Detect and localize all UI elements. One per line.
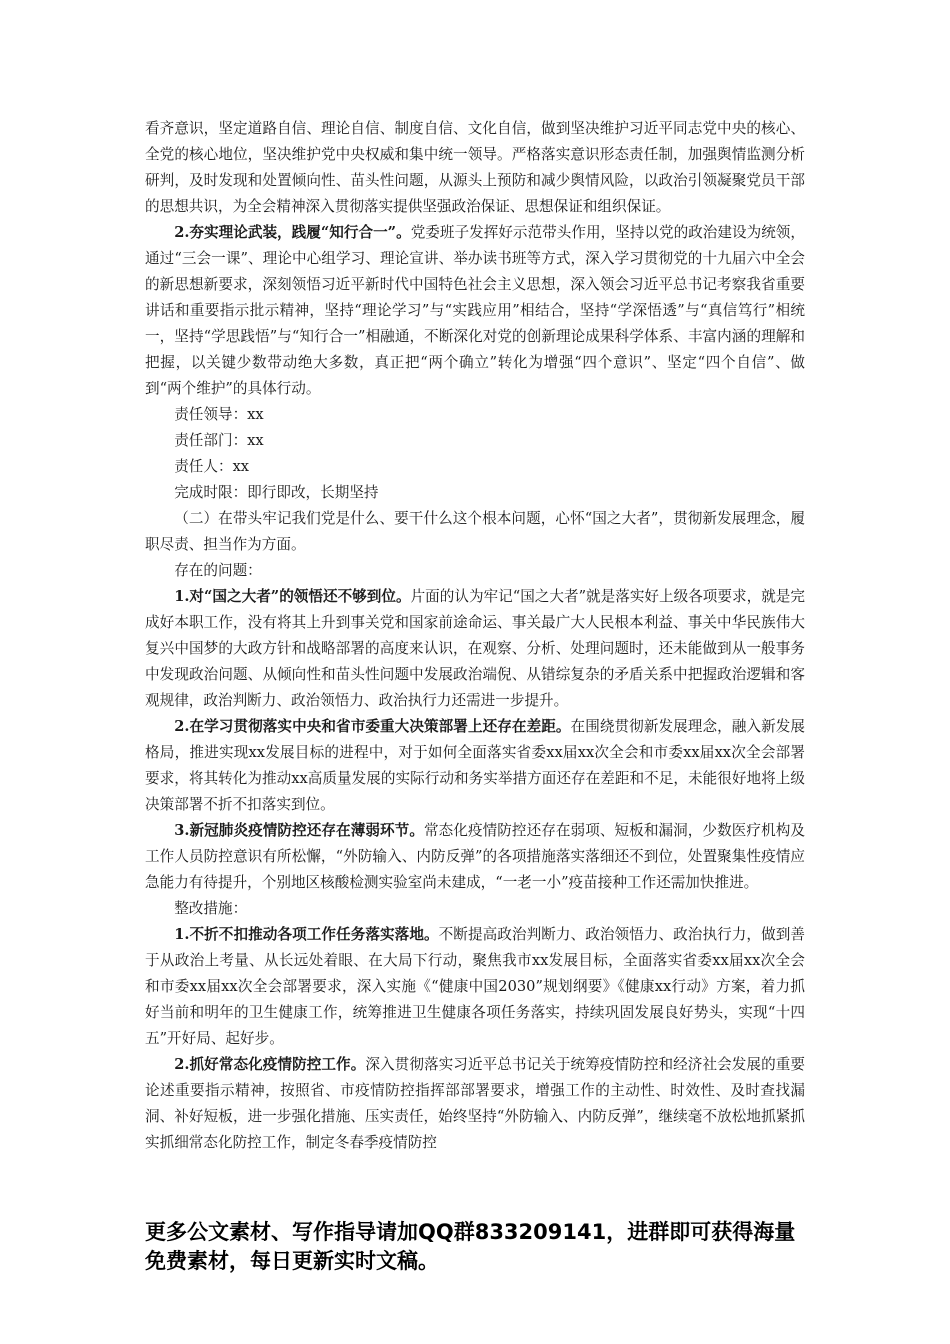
paragraph-text: 党委班子发挥好示范带头作用，坚持以党的政治建设为统领，通过“三会一课”、理论中心组学习、理论宣讲、举办读书班等方式，深入学习贯彻党的十九届六中全会的新思想新要求，深刻领悟习近平新时代中国特色社会主义思想，深入领会习近平总书记考察我省重要讲话和重要指示批示精神，坚持“理论学习”与“实践应用”相结合，坚持“学深悟透”与“真信笃行”相统一，坚持“学思践悟”与“知行合一”相融通，不断深化对党的创新理论成果科学体系、丰富内涵的理解和把握，以关键少数带动绝大多数，真正把“两个确立”转化为增强“四个意识”、坚定“四个自信”、做到“两个维护”的具体行动。 bbox=[145, 224, 805, 397]
paragraph-heading: 3.新冠肺炎疫情防控还存在薄弱环节。 bbox=[174, 822, 424, 839]
deadline: 完成时限：即行即改，长期坚持 bbox=[174, 484, 379, 501]
measures-label: 整改措施： bbox=[174, 900, 248, 917]
paragraph bbox=[145, 714, 805, 818]
paragraph-heading: 1.对“国之大者”的领悟还不够到位。 bbox=[174, 588, 411, 605]
problems-label: 存在的问题： bbox=[174, 562, 262, 579]
paragraph-text: 看齐意识，坚定道路自信、理论自信、制度自信、文化自信，做到坚决维护习近平同志党中央的核心、全党的核心地位，坚决维护党中央权威和集中统一领导。严格落实意识形态责任制，加强舆情监测分析研判，及时发现和处置倾向性、苗头性问题，从源头上预防和减少舆情风险，以政治引领凝聚党员干部的思想共识，为全会精神深入贯彻落实提供坚强政治保证、思想保证和组织保证。 bbox=[145, 120, 805, 215]
responsible-department: 责任部门：xx bbox=[174, 432, 264, 449]
paragraph bbox=[145, 1052, 805, 1156]
paragraph-text: 不断提高政治判断力、政治领悟力、政治执行力，做到善于从政治上考量、从长远处着眼、在大局下行动，聚焦我市xx发展目标，全面落实省委xx届xx次全会和市委xx届xx次全会部署要求，深入实施《“健康中国2030”规划纲要》《健康xx行动》方案，着力抓好当前和明年的卫生健康工作，统筹推进卫生健康各项任务落实，持续巩固发展良好势头，实现“十四五”开好局、起好步。 bbox=[145, 926, 805, 1047]
document-body bbox=[145, 116, 805, 1156]
promo-banner: 更多公文素材、写作指导请加QQ群833209141，进群即可获得海量免费素材，每日更新实时文稿。 bbox=[145, 1220, 796, 1273]
paragraph-text: 在围绕贯彻新发展理念，融入新发展格局，推进实现xx发展目标的进程中，对于如何全面落实省委xx届xx次全会和市委xx届xx次全会部署要求，将其转化为推动xx高质量发展的实际行动和务实举措方面还存在差距和不足，未能很好地将上级决策部署不折不扣落实到位。 bbox=[145, 718, 805, 813]
paragraph-text: 深入贯彻落实习近平总书记关于统筹疫情防控和经济社会发展的重要论述重要指示精神，按照省、市疫情防控指挥部部署要求，增强工作的主动性、时效性、及时查找漏洞、补好短板，进一步强化措施、压实责任，始终坚持“外防输入、内防反弹”，继续毫不放松地抓紧抓实抓细常态化防控工作，制定冬春季疫情防控 bbox=[145, 1056, 805, 1151]
paragraph bbox=[145, 116, 805, 220]
paragraph-heading: 2.抓好常态化疫情防控工作。 bbox=[174, 1056, 366, 1073]
paragraph-text: 常态化疫情防控还存在弱项、短板和漏洞，少数医疗机构及工作人员防控意识有所松懈，“外防输入、内防反弹”的各项措施落实落细还不到位，处置聚集性疫情应急能力有待提升，个别地区核酸检测实验室尚未建成，“一老一小”疫苗接种工作还需加快推进。 bbox=[145, 822, 805, 891]
paragraph-heading: 1.不折不扣推动各项工作任务落实落地。 bbox=[174, 926, 439, 943]
paragraph-text: 片面的认为牢记“国之大者”就是落实好上级各项要求，就是完成好本职工作，没有将其上升到事关党和国家前途命运、事关最广大人民根本利益、事关中华民族伟大复兴中国梦的大政方针和战略部署的高度来认识，在观察、分析、处理问题时，还未能做到从一般事务中发现政治问题、从倾向性和苗头性问题中发展政治端倪、从错综复杂的矛盾关系中把握政治逻辑和客观规律，政治判断力、政治领悟力、政治执行力还需进一步提升。 bbox=[145, 588, 805, 709]
paragraph bbox=[145, 220, 805, 402]
paragraph-heading: 2.在学习贯彻落实中央和省市委重大决策部署上还存在差距。 bbox=[174, 718, 571, 735]
paragraph-heading: 2.夯实理论武装，践履“知行合一”。 bbox=[174, 224, 411, 241]
paragraph bbox=[145, 584, 805, 714]
paragraph bbox=[145, 818, 805, 896]
section-heading: （二）在带头牢记我们党是什么、要干什么这个根本问题，心怀“国之大者”，贯彻新发展理念，履职尽责、担当作为方面。 bbox=[145, 510, 805, 553]
responsible-person: 责任人：xx bbox=[174, 458, 250, 475]
responsible-leader: 责任领导：xx bbox=[174, 406, 264, 423]
paragraph bbox=[145, 922, 805, 1052]
